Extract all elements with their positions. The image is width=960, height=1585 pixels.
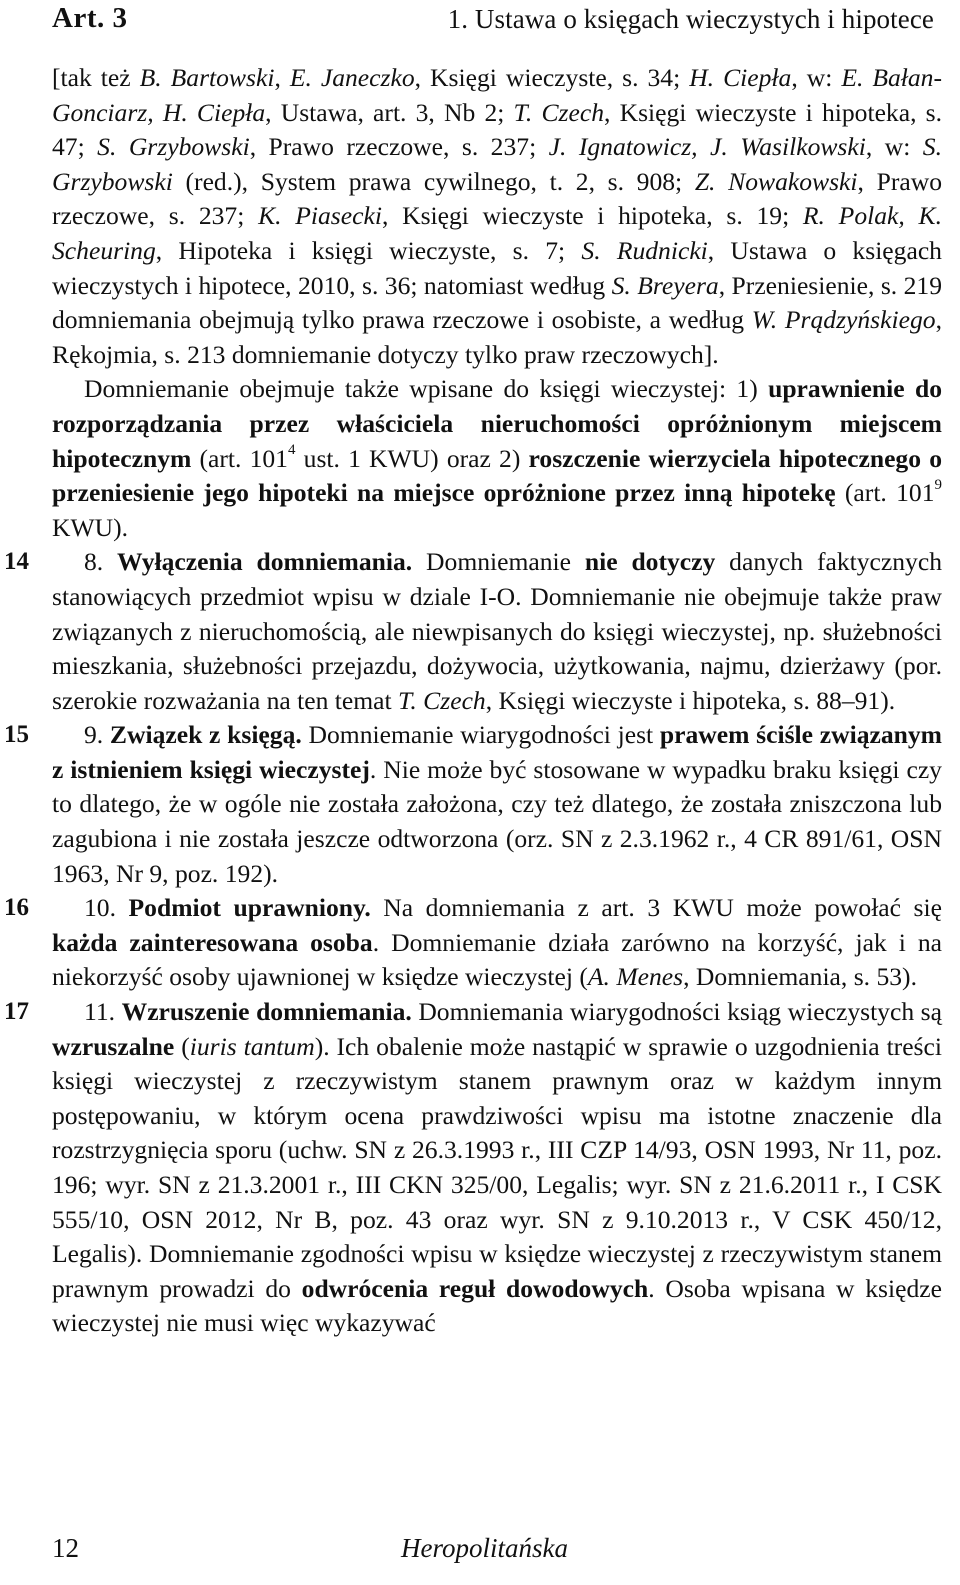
author-name: R. Polak, K. Scheuring <box>52 201 942 265</box>
text-run: , Prawo rzeczowe, s. 237; <box>52 166 942 231</box>
author-name: T. Czech <box>513 97 605 127</box>
text-run: , Księgi wieczyste, s. 34; <box>414 63 690 92</box>
emphasis: wzruszalne <box>52 1031 175 1061</box>
section-heading: Związek z księgą. <box>109 720 302 750</box>
page-body <box>4 61 943 1341</box>
text-run: . Osoba wpisana w księdze wieczystej nie musi więc wykazywać <box>52 1273 942 1338</box>
text-run: , w: <box>865 132 923 162</box>
text-run: Domniemania wiarygodności ksiąg wieczystych są <box>411 997 942 1027</box>
author-name: S. Grzybowski <box>97 132 250 162</box>
text-run: 10. <box>84 893 129 923</box>
article-number: Art. 3 <box>52 2 128 34</box>
text-run: Domniemanie wiarygodności jest <box>301 720 660 750</box>
author-name: H. Ciepła <box>689 63 792 92</box>
text-run: [tak też <box>52 63 140 92</box>
emphasis: nie dotyczy <box>584 547 716 577</box>
text-run: danych faktycznych stanowiących przedmiot wpisu w dziale I-O. Domniemanie nie obejmuje także praw związanych z nieruchomością, ale niewpisanych do księgi wieczystej, np. służebności mieszkania, służebności przejazdu, dożywocia, użytkowania, najmu, dzierżawy (por. szerokie rozważania na ten temat <box>52 547 942 715</box>
text-run: (red.), System prawa cywilnego, t. 2, s. 908; <box>172 166 695 196</box>
section-10-entitled <box>4 891 942 995</box>
author-name: E. Bałan-Gonciarz, H. Ciepła <box>52 63 942 127</box>
superscript: 9 <box>934 476 942 493</box>
running-header-title: 1. Ustawa o księgach wieczystych i hipotece <box>447 4 934 34</box>
text-run: 9. <box>84 720 110 750</box>
section-heading: Wzruszenie domniemania. <box>121 997 412 1027</box>
author-name: J. Ignatowicz, J. Wasilkowski <box>548 132 866 162</box>
author-name: K. Piasecki <box>258 201 382 231</box>
section-11-rebuttal <box>4 995 942 1341</box>
author-name: T. Czech <box>398 685 486 715</box>
superscript: 4 <box>287 442 296 458</box>
text-run: (art. 101 <box>835 478 935 508</box>
author-name: Z. Nowakowski <box>694 166 858 196</box>
emphasis: prawem ściśle związanym z istnieniem księgi wieczystej <box>52 720 942 784</box>
text-run: , Księgi wieczyste i hipoteka, s. 88–91). <box>485 685 896 715</box>
emphasis: każda zainteresowana osoba <box>52 927 373 957</box>
author-name: S. Rudnicki <box>581 235 708 265</box>
author-name: B. Bartowski <box>139 63 275 92</box>
text-run: Na domniemania z art. 3 KWU może powołać się <box>370 893 942 923</box>
text-run: , Przeniesienie, s. 219 domniemania obejmują tylko prawa rzeczowe i osobiste, a według <box>52 270 943 335</box>
text-run: ust. 1 KWU) oraz 2) <box>295 443 529 473</box>
text-run: . Domniemanie działa zarówno na korzyść, jak i na niekorzyść osoby ujawnionej w księdze wieczystej ( <box>52 927 942 992</box>
text-run: , Rękojmia, s. 213 domniemanie dotyczy tylko praw rzeczowych]. <box>52 305 942 369</box>
latin-term: iuris tantum <box>189 1031 315 1061</box>
text-run: ). Ich obalenie może nastąpić w sprawie o uzgodnienia treści księgi wieczystej z rzeczywistym stanem prawnym oraz w każdym innym postępowaniu, w którym ocena prawdziwości wpisu ma istotne znaczenie dla rozstrzygnięcia sporu (uchw. SN z 26.3.1993 r., III CZP 14/93, OSN 1993, Nr 11, poz. 196; wyr. SN z 21.3.2001 r., III CKN 325/00, Legalis; wyr. SN z 21.6.2011 r., I CSK 555/10, OSN 2012, Nr B, poz. 43 oraz wyr. SN z 9.10.2013 r., V CSK 450/12, Legalis). Domniemanie zgodności wpisu w księdze wieczystej z rzeczywistym stanem prawnym prowadzi do <box>52 1031 942 1303</box>
text-run: Domniemanie obejmuje także wpisane do księgi wieczystej: 1) <box>84 374 769 404</box>
page-number: 12 <box>52 1533 79 1563</box>
author-name: E. Janeczko <box>289 63 415 92</box>
section-9-link <box>4 718 942 891</box>
text-run: , Ustawa, art. 3, Nb 2; <box>265 97 514 127</box>
text-run: KWU). <box>52 512 129 542</box>
text-run: , Ustawa o księgach wieczystych i hipotece, 2010, s. 36; natomiast według <box>52 235 942 300</box>
text-run: Domniemanie <box>412 547 585 577</box>
text-run: . Nie może być stosowane w wypadku braku księgi czy to dlatego, że w ogóle nie została założona, czy też dlatego, że została zniszczona lub zagubiona i nie została jeszcze odtworzona (orz. SN z 2.3.1962 r., 4 CR 891/61, OSN 1963, Nr 9, poz. 192). <box>52 754 942 888</box>
margin-number: 16 <box>4 894 29 922</box>
paragraph-citations <box>52 61 942 372</box>
paragraph-scope <box>52 372 942 545</box>
author-name: A. Menes <box>587 962 684 992</box>
text-run: , <box>274 63 290 92</box>
text-run: , Hipoteka i księgi wieczyste, s. 7; <box>155 235 582 265</box>
author-name: S. Grzybowski <box>52 132 942 196</box>
margin-number: 15 <box>4 721 29 749</box>
text-run: , w: <box>791 63 842 92</box>
text-run: 11. <box>84 997 122 1027</box>
author-name: W. Prądzyńskiego <box>751 305 936 335</box>
section-heading: Podmiot uprawniony. <box>128 893 371 923</box>
emphasis: roszczenie wierzyciela hipotecznego o przeniesienie jego hipoteki na miejsce opróżnione przez inną hipotekę <box>52 443 942 508</box>
margin-number: 17 <box>4 998 29 1026</box>
publisher-name: Heropolitańska <box>401 1533 568 1563</box>
text-run: , Prawo rzeczowe, s. 237; <box>249 132 549 162</box>
emphasis: odwrócenia reguł dowodowych <box>301 1273 649 1303</box>
text-run: ( <box>174 1031 190 1061</box>
section-8-exclusions <box>4 545 942 718</box>
emphasis: uprawnienie do rozporządzania przez właściciela nieruchomości opróżnionym miejscem hipotecznym <box>52 374 942 473</box>
author-name: S. Breyera <box>611 270 719 300</box>
margin-number: 14 <box>4 548 29 576</box>
section-heading: Wyłączenia domniemania. <box>117 547 413 577</box>
text-run: , Domniemania, s. 53). <box>683 962 917 992</box>
text-run: 8. <box>84 547 118 577</box>
text-run: (art. 101 <box>191 443 288 473</box>
text-run: , Księgi wieczyste i hipoteka, s. 19; <box>381 201 803 231</box>
text-run: , Księgi wieczyste i hipoteka, s. 47; <box>52 97 943 162</box>
